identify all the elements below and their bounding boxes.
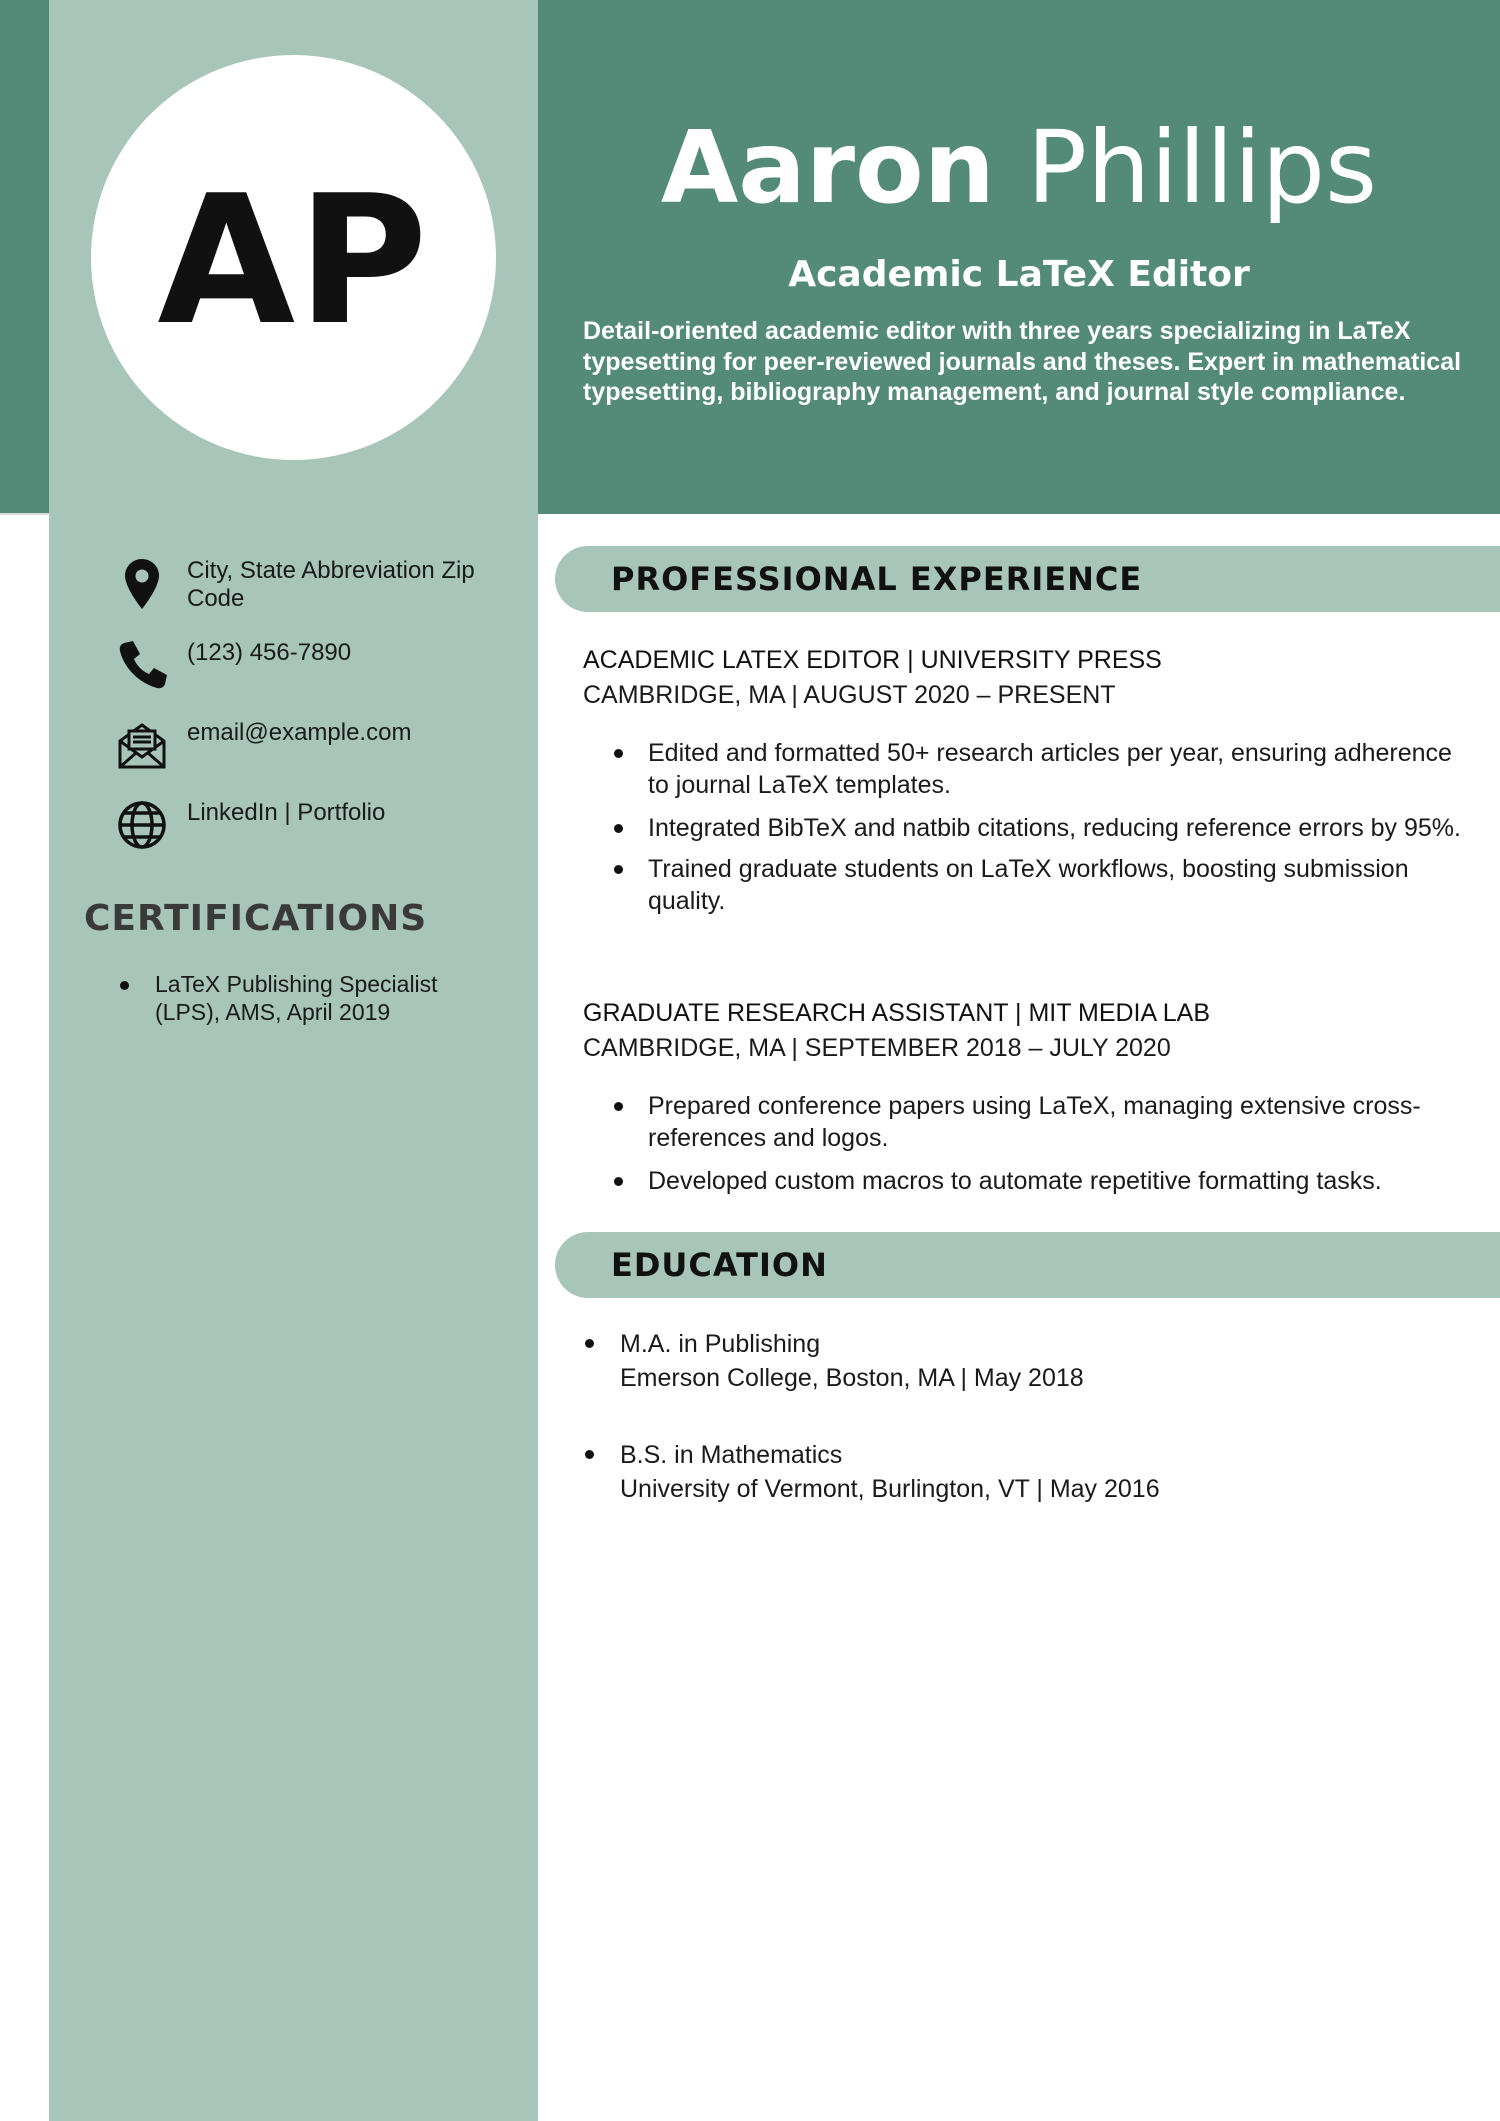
education-heading: EDUCATION	[611, 1246, 828, 1284]
degree: M.A. in Publishing	[620, 1330, 821, 1358]
list-item: Developed custom macros to automate repetitive formatting tasks.	[612, 1165, 1477, 1197]
list-item: Prepared conference papers using LaTeX, managing extensive cross-references and logos.	[612, 1090, 1477, 1154]
job-bullets	[612, 737, 1477, 917]
list-item: Edited and formatted 50+ research articles per year, ensuring adherence to journal LaTeX templates.	[612, 737, 1477, 801]
job-bullets	[612, 1090, 1477, 1197]
job-title: ACADEMIC LATEX EDITOR | UNIVERSITY PRESS	[583, 646, 1162, 674]
degree: B.S. in Mathematics	[620, 1441, 843, 1469]
experience-heading: PROFESSIONAL EXPERIENCE	[611, 560, 1143, 598]
list-item: Integrated BibTeX and natbib citations, reducing reference errors by 95%.	[612, 812, 1477, 844]
school-detail: University of Vermont, Burlington, VT | May 2016	[620, 1475, 1160, 1503]
address-text: City, State Abbreviation Zip Code	[187, 557, 475, 612]
bullet	[585, 1450, 594, 1459]
education-item	[583, 1438, 1463, 1506]
contact-links	[112, 795, 512, 855]
first-name: Aaron	[660, 109, 995, 226]
location-pin-icon	[112, 553, 172, 613]
candidate-name	[538, 109, 1500, 226]
job-meta: CAMBRIDGE, MA | SEPTEMBER 2018 – JULY 2020	[583, 1034, 1171, 1062]
email-text[interactable]: email@example.com	[187, 719, 412, 746]
phone-icon	[112, 635, 172, 695]
certifications-list	[120, 970, 500, 1026]
job-title: GRADUATE RESEARCH ASSISTANT | MIT MEDIA LAB	[583, 999, 1211, 1027]
school-detail: Emerson College, Boston, MA | May 2018	[620, 1364, 1084, 1392]
list-item: LaTeX Publishing Specialist (LPS), AMS, April 2019	[120, 970, 500, 1026]
last-name: Phillips	[1026, 109, 1378, 226]
contact-address	[112, 553, 512, 613]
envelope-icon	[112, 715, 172, 775]
contact-phone	[112, 635, 512, 695]
monogram-initials: AP	[157, 157, 430, 364]
job-role: Academic LaTeX Editor	[788, 254, 1250, 295]
job-meta: CAMBRIDGE, MA | AUGUST 2020 – PRESENT	[583, 681, 1116, 709]
contact-email	[112, 715, 512, 775]
links-text[interactable]: LinkedIn | Portfolio	[187, 799, 386, 826]
experience-heading-bar	[555, 546, 1500, 612]
globe-icon	[112, 795, 172, 855]
header-band-left	[0, 0, 49, 514]
summary: Detail-oriented academic editor with three years specializing in LaTeX typesetting for peer-reviewed journals and theses. Expert in mathematical typesetting, bibliography management, and journal style compliance.	[583, 317, 1462, 406]
divider	[0, 513, 49, 515]
monogram-circle	[91, 55, 496, 460]
list-item: Trained graduate students on LaTeX workflows, boosting submission quality.	[612, 853, 1477, 917]
education-item	[583, 1327, 1463, 1395]
bullet	[585, 1339, 594, 1348]
certifications-heading: CERTIFICATIONS	[84, 898, 428, 939]
phone-text: (123) 456-7890	[187, 639, 352, 666]
education-heading-bar	[555, 1232, 1500, 1298]
